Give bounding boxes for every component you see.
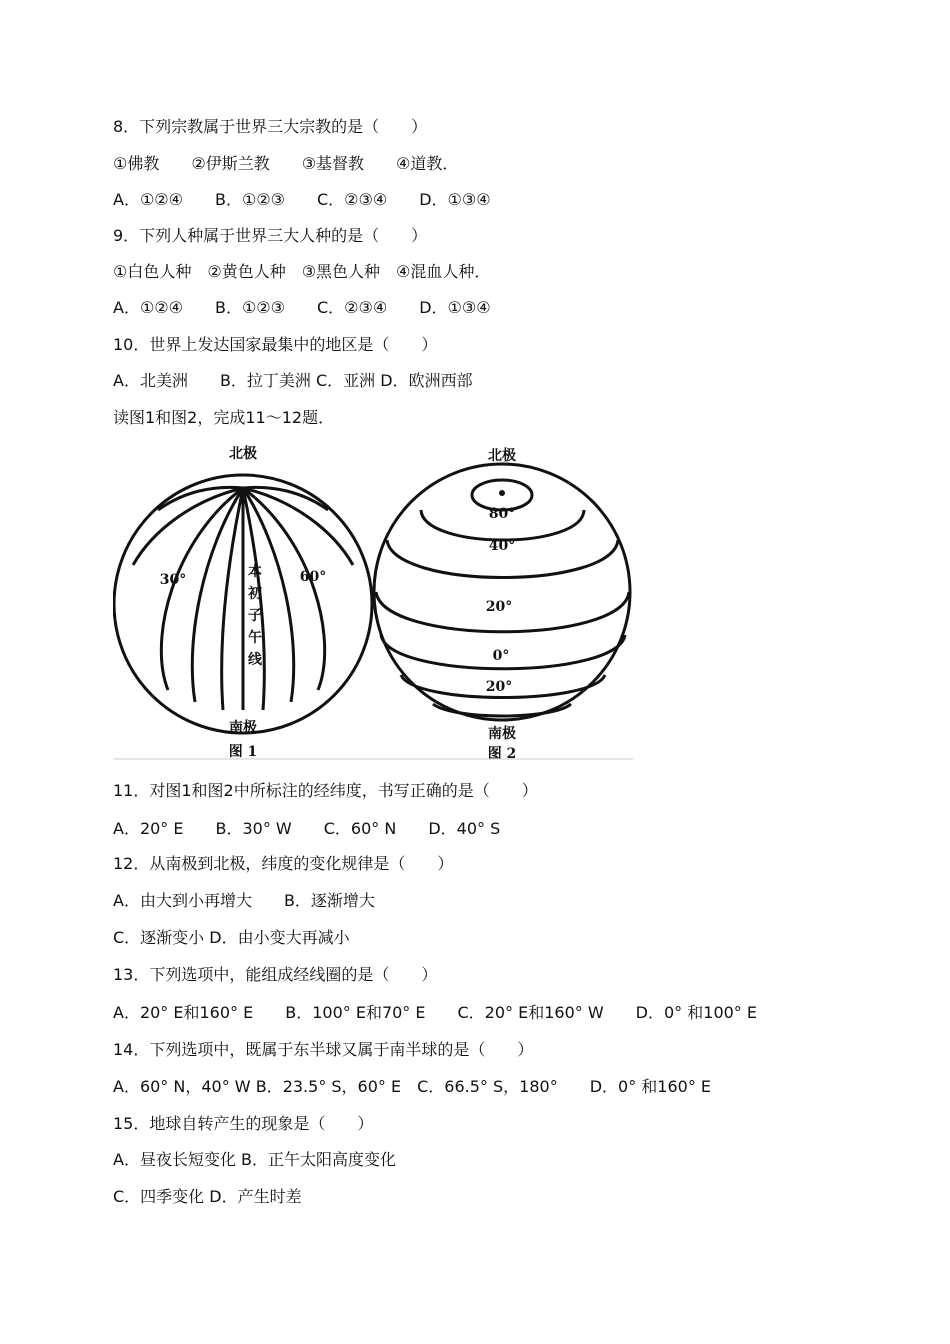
figure-2-north-label: 北极 [488,448,516,464]
question-line: 11．对图1和图2中所标注的经纬度，书写正确的是（ ） [113,781,538,800]
prime-meridian-label: 子 [248,608,262,624]
figure-1-north-label: 北极 [229,446,257,462]
north-pole-dot [499,490,505,496]
question-line: A．昼夜长短变化 B．正午太阳高度变化 [113,1150,397,1169]
question-line: C．四季变化 D．产生时差 [113,1187,302,1206]
latitude-label: 20° [485,679,513,695]
question-line: 14．下列选项中，既属于东半球又属于南半球的是（ ） [113,1040,534,1059]
question-line: A．60° N，40° W B．23.5° S，60° E C．66.5° S，180° D．0° 和160° E [113,1077,712,1096]
latitude-label: 20° [485,599,513,615]
question-line: A．20° E B．30° W C．60° N D．40° S [113,819,501,838]
prime-meridian-label: 初 [248,586,262,602]
figure-1-globe [114,475,372,733]
question-line: 8．下列宗教属于世界三大宗教的是（ ） [113,117,428,136]
question-line: A．由大到小再增大 B．逐渐增大 [113,891,375,910]
question-line: 12．从南极到北极，纬度的变化规律是（ ） [113,854,454,873]
question-line: ①白色人种 ②黄色人种 ③黑色人种 ④混血人种． [113,262,491,281]
prime-meridian-label: 本 [248,564,262,580]
question-line: A．20° E和160° E B．100° E和70° E C．20° E和160° W D．0° 和100° E [113,1003,757,1022]
latitude-label: 80° [488,506,516,522]
question-line: C．逐渐变小 D．由小变大再减小 [113,928,350,947]
question-line: 10．世界上发达国家最集中的地区是（ ） [113,335,438,354]
figure-2-south-label: 南极 [488,726,516,742]
figure-1-caption: 图 1 [228,744,258,760]
question-line: A．北美洲 B．拉丁美洲 C．亚洲 D．欧洲西部 [113,371,473,390]
question-line: 9．下列人种属于世界三大人种的是（ ） [113,226,428,245]
figure-1-longitude-label: 60° [299,569,327,585]
question-line: 13．下列选项中，能组成经线圈的是（ ） [113,965,438,984]
question-line: 读图1和图2，完成11～12题． [113,408,335,427]
question-line: 15．地球自转产生的现象是（ ） [113,1114,374,1133]
latitude-label: 40° [488,538,516,554]
question-line: A．①②④ B．①②③ C．②③④ D．①③④ [113,190,491,209]
globe-diagram [113,440,633,762]
question-line: A．①②④ B．①②③ C．②③④ D．①③④ [113,298,491,317]
figure-1-longitude-label: 30° [159,572,187,588]
globe-figures [113,440,633,762]
latitude-label: 0° [492,648,510,664]
prime-meridian-label: 线 [248,652,262,668]
question-line: ①佛教 ②伊斯兰教 ③基督教 ④道教． [113,154,459,173]
figure-2-caption: 图 2 [487,746,517,762]
prime-meridian-label: 午 [248,630,262,646]
figure-1-south-label: 南极 [229,720,257,736]
